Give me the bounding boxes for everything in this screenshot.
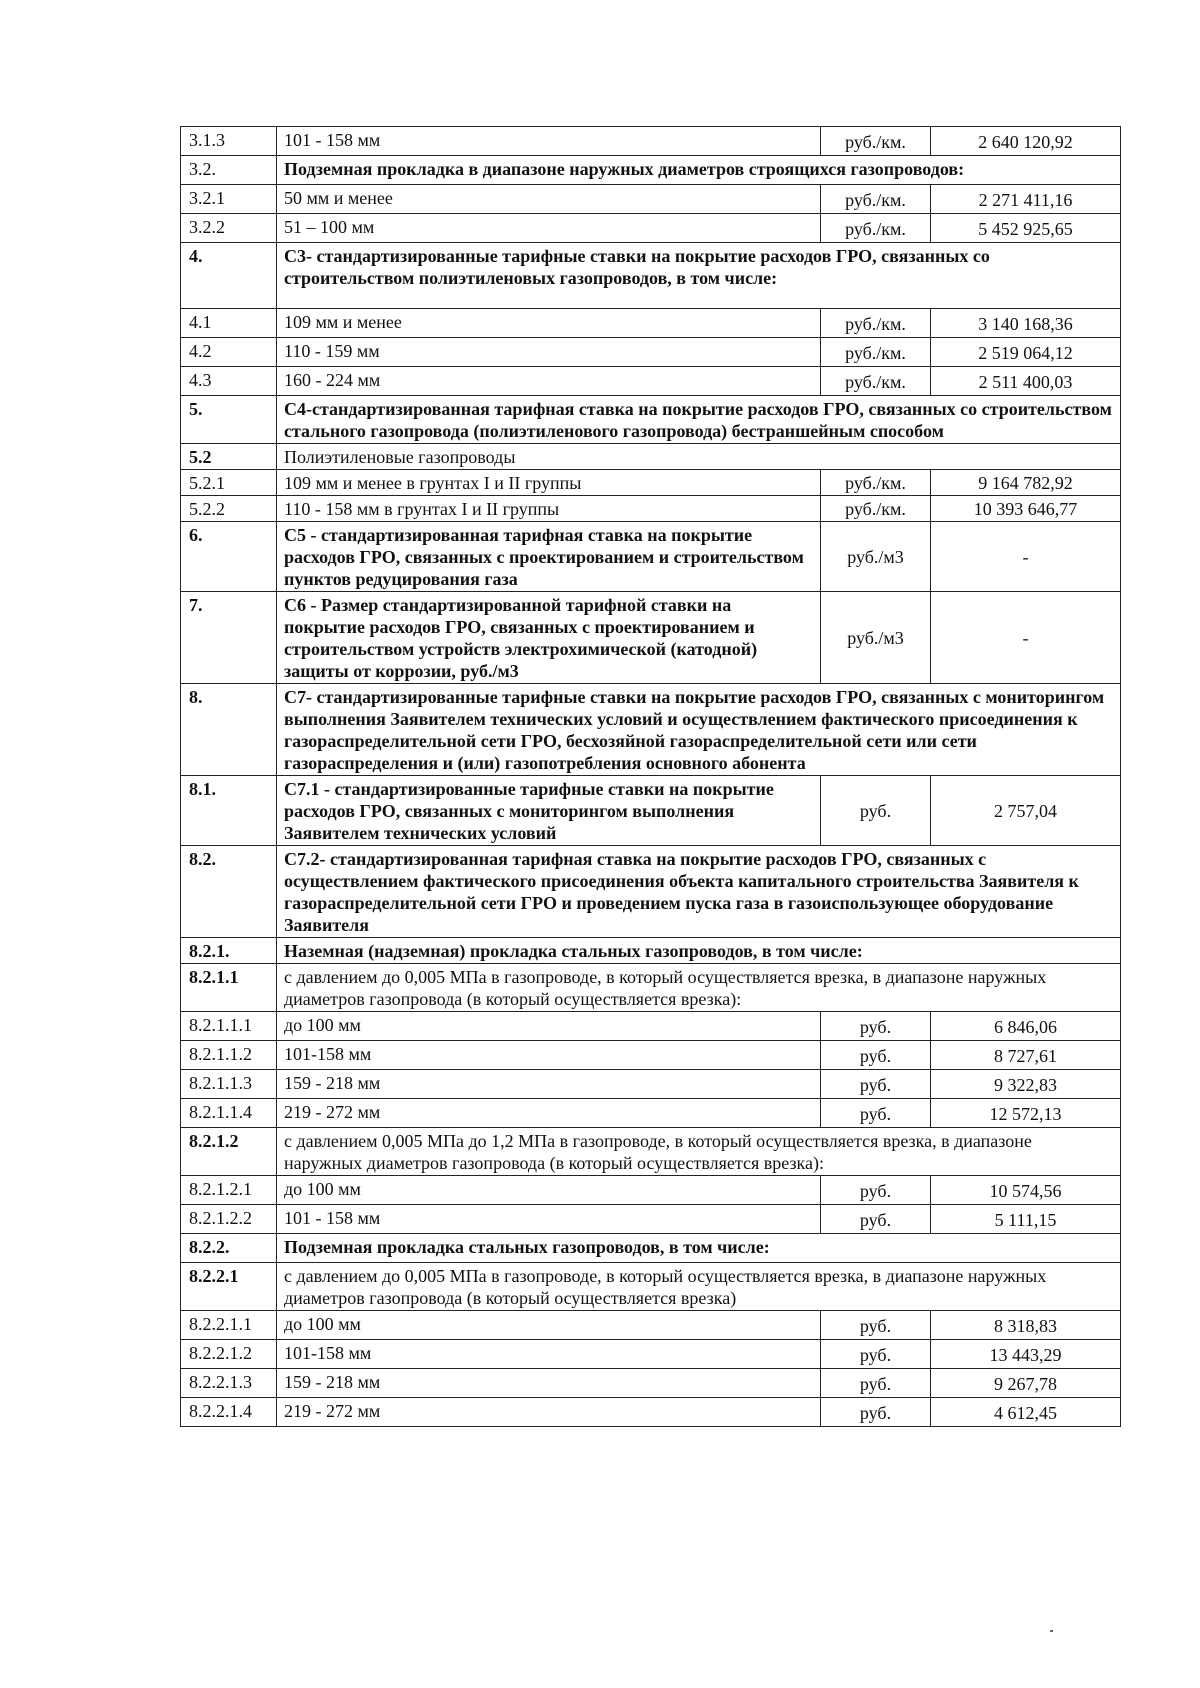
row-description: 159 - 218 мм [277,1369,821,1398]
row-unit: руб./м3 [821,592,931,684]
row-unit: руб. [821,1340,931,1369]
row-number: 8.2.2.1.1 [181,1311,277,1340]
row-value: 2 519 064,12 [931,338,1121,367]
table-row [181,1234,1121,1263]
row-number: 8.2.2. [181,1234,277,1263]
row-unit: руб. [821,1369,931,1398]
row-value: 12 572,13 [931,1099,1121,1128]
row-unit: руб./км. [821,470,931,496]
section-heading: с давлением 0,005 МПа до 1,2 МПа в газопроводе, в который осуществляется врезка, в диапазоне наружных диаметров газопровода (в который осуществляется врезка): [277,1128,1121,1176]
section-heading: С3- стандартизированные тарифные ставки на покрытие расходов ГРО, связанных со строительством полиэтиленовых газопроводов, в том числе: [277,243,1121,309]
table-row [181,1311,1121,1340]
row-unit: руб. [821,1205,931,1234]
row-unit: руб. [821,776,931,846]
row-value: 10 574,56 [931,1176,1121,1205]
row-number: 8.2.1.2.1 [181,1176,277,1205]
row-number: 3.2.2 [181,214,277,243]
row-number: 8.2.1.1.1 [181,1012,277,1041]
section-heading: С7- стандартизированные тарифные ставки на покрытие расходов ГРО, связанных с мониторингом выполнения Заявителем технических условий и осуществлением фактического присоединения к газораспределительной сети ГРО, бесхозяйной газораспределительной сети или сети газораспределения и (или) газопотребления основного абонента [277,684,1121,776]
row-number: 8. [181,684,277,776]
row-description: 101 - 158 мм [277,127,821,156]
row-description: 109 мм и менее в грунтах I и II группы [277,470,821,496]
row-description: до 100 мм [277,1012,821,1041]
table-row [181,522,1121,592]
table-row [181,470,1121,496]
section-heading: Наземная (надземная) прокладка стальных газопроводов, в том числе: [277,938,1121,964]
row-number: 8.2.1.1 [181,964,277,1012]
row-value: 8 727,61 [931,1041,1121,1070]
row-value: 9 267,78 [931,1369,1121,1398]
row-value: 2 511 400,03 [931,367,1121,396]
section-heading: С4-стандартизированная тарифная ставка на покрытие расходов ГРО, связанных со строительством стального газопровода (полиэтиленового газопровода) бестраншейным способом [277,396,1121,444]
row-description: С5 - стандартизированная тарифная ставка на покрытие расходов ГРО, связанных с проектированием и строительством пунктов редуцирования газа [277,522,821,592]
row-number: 4.1 [181,309,277,338]
row-description: 50 мм и менее [277,185,821,214]
table-row [181,846,1121,938]
table-row [181,156,1121,185]
row-number: 8.1. [181,776,277,846]
section-heading: с давлением до 0,005 МПа в газопроводе, в который осуществляется врезка, в диапазоне наружных диаметров газопровода (в который осуществляется врезка) [277,1263,1121,1311]
row-number: 8.2. [181,846,277,938]
table-row [181,1128,1121,1176]
table-row [181,1263,1121,1311]
row-unit: руб. [821,1070,931,1099]
section-heading: с давлением до 0,005 МПа в газопроводе, в который осуществляется врезка, в диапазоне наружных диаметров газопровода (в который осуществляется врезка): [277,964,1121,1012]
row-value: 8 318,83 [931,1311,1121,1340]
table-row [181,938,1121,964]
row-unit: руб. [821,1012,931,1041]
table-row [181,214,1121,243]
table-row [181,396,1121,444]
row-description: 159 - 218 мм [277,1070,821,1099]
row-description: до 100 мм [277,1176,821,1205]
section-heading: Подземная прокладка стальных газопроводов, в том числе: [277,1234,1121,1263]
table-row [181,127,1121,156]
row-number: 8.2.1.1.2 [181,1041,277,1070]
row-value: 3 140 168,36 [931,309,1121,338]
row-value: 10 393 646,77 [931,496,1121,522]
table-row [181,1070,1121,1099]
table-row [181,684,1121,776]
row-description: до 100 мм [277,1311,821,1340]
row-description: С6 - Размер стандартизированной тарифной ставки на покрытие расходов ГРО, связанных с проектированием и строительством устройств электрохимической (катодной) защиты от коррозии, руб./м3 [277,592,821,684]
row-description: 160 - 224 мм [277,367,821,396]
row-unit: руб. [821,1398,931,1427]
row-unit: руб. [821,1041,931,1070]
row-value: 2 640 120,92 [931,127,1121,156]
row-number: 8.2.2.1.3 [181,1369,277,1398]
row-description: 51 – 100 мм [277,214,821,243]
row-number: 3.1.3 [181,127,277,156]
row-number: 4.2 [181,338,277,367]
row-number: 8.2.2.1.4 [181,1398,277,1427]
row-number: 4.3 [181,367,277,396]
row-value: 13 443,29 [931,1340,1121,1369]
table-row [181,1012,1121,1041]
row-description: 101 - 158 мм [277,1205,821,1234]
row-value: - [931,592,1121,684]
row-unit: руб. [821,1311,931,1340]
row-unit: руб./км. [821,496,931,522]
row-number: 6. [181,522,277,592]
row-number: 8.2.1.2 [181,1128,277,1176]
table-row [181,338,1121,367]
table-row [181,185,1121,214]
row-unit: руб./км. [821,214,931,243]
row-value: 9 322,83 [931,1070,1121,1099]
row-number: 7. [181,592,277,684]
table-row [181,1099,1121,1128]
table-row [181,243,1121,309]
row-description: 219 - 272 мм [277,1398,821,1427]
table-row [181,1398,1121,1427]
row-value: 9 164 782,92 [931,470,1121,496]
row-number: 8.2.2.1.2 [181,1340,277,1369]
row-unit: руб./км. [821,185,931,214]
row-description: 219 - 272 мм [277,1099,821,1128]
row-unit: руб./м3 [821,522,931,592]
row-value: - [931,522,1121,592]
table-row [181,1041,1121,1070]
row-number: 5.2.2 [181,496,277,522]
table-row [181,367,1121,396]
row-value: 6 846,06 [931,1012,1121,1041]
row-unit: руб./км. [821,309,931,338]
row-description: 101-158 мм [277,1041,821,1070]
row-number: 5.2 [181,444,277,470]
row-description: 109 мм и менее [277,309,821,338]
row-description: 110 - 158 мм в грунтах I и II группы [277,496,821,522]
row-description: 101-158 мм [277,1340,821,1369]
row-number: 8.2.1.1.3 [181,1070,277,1099]
row-number: 5.2.1 [181,470,277,496]
section-heading: С7.2- стандартизированная тарифная ставка на покрытие расходов ГРО, связанных с осуществлением фактического присоединения объекта капитального строительства Заявителя к газораспределительной сети ГРО и проведением пуска газа в газоиспользующее оборудование Заявителя [277,846,1121,938]
table-row [181,309,1121,338]
row-value: 4 612,45 [931,1398,1121,1427]
row-description: С7.1 - стандартизированные тарифные ставки на покрытие расходов ГРО, связанных с мониторингом выполнения Заявителем технических условий [277,776,821,846]
table-row [181,592,1121,684]
row-number: 8.2.1. [181,938,277,964]
table-row [181,776,1121,846]
tariff-table [180,126,1121,1427]
row-number: 3.2.1 [181,185,277,214]
row-value: 2 757,04 [931,776,1121,846]
table-row [181,1205,1121,1234]
row-unit: руб./км. [821,367,931,396]
row-number: 5. [181,396,277,444]
row-value: 2 271 411,16 [931,185,1121,214]
table-row [181,1369,1121,1398]
row-number: 3.2. [181,156,277,185]
row-value: 5 452 925,65 [931,214,1121,243]
table-row [181,1176,1121,1205]
table-row [181,496,1121,522]
row-value: 5 111,15 [931,1205,1121,1234]
row-number: 8.2.2.1 [181,1263,277,1311]
row-number: 4. [181,243,277,309]
section-heading: Подземная прокладка в диапазоне наружных диаметров строящихся газопроводов: [277,156,1121,185]
row-unit: руб./км. [821,338,931,367]
scan-speck [1050,1630,1053,1632]
row-unit: руб. [821,1099,931,1128]
section-heading: Полиэтиленовые газопроводы [277,444,1121,470]
table-row [181,964,1121,1012]
row-description: 110 - 159 мм [277,338,821,367]
row-number: 8.2.1.2.2 [181,1205,277,1234]
table-row [181,1340,1121,1369]
row-unit: руб./км. [821,127,931,156]
table-row [181,444,1121,470]
row-number: 8.2.1.1.4 [181,1099,277,1128]
row-unit: руб. [821,1176,931,1205]
